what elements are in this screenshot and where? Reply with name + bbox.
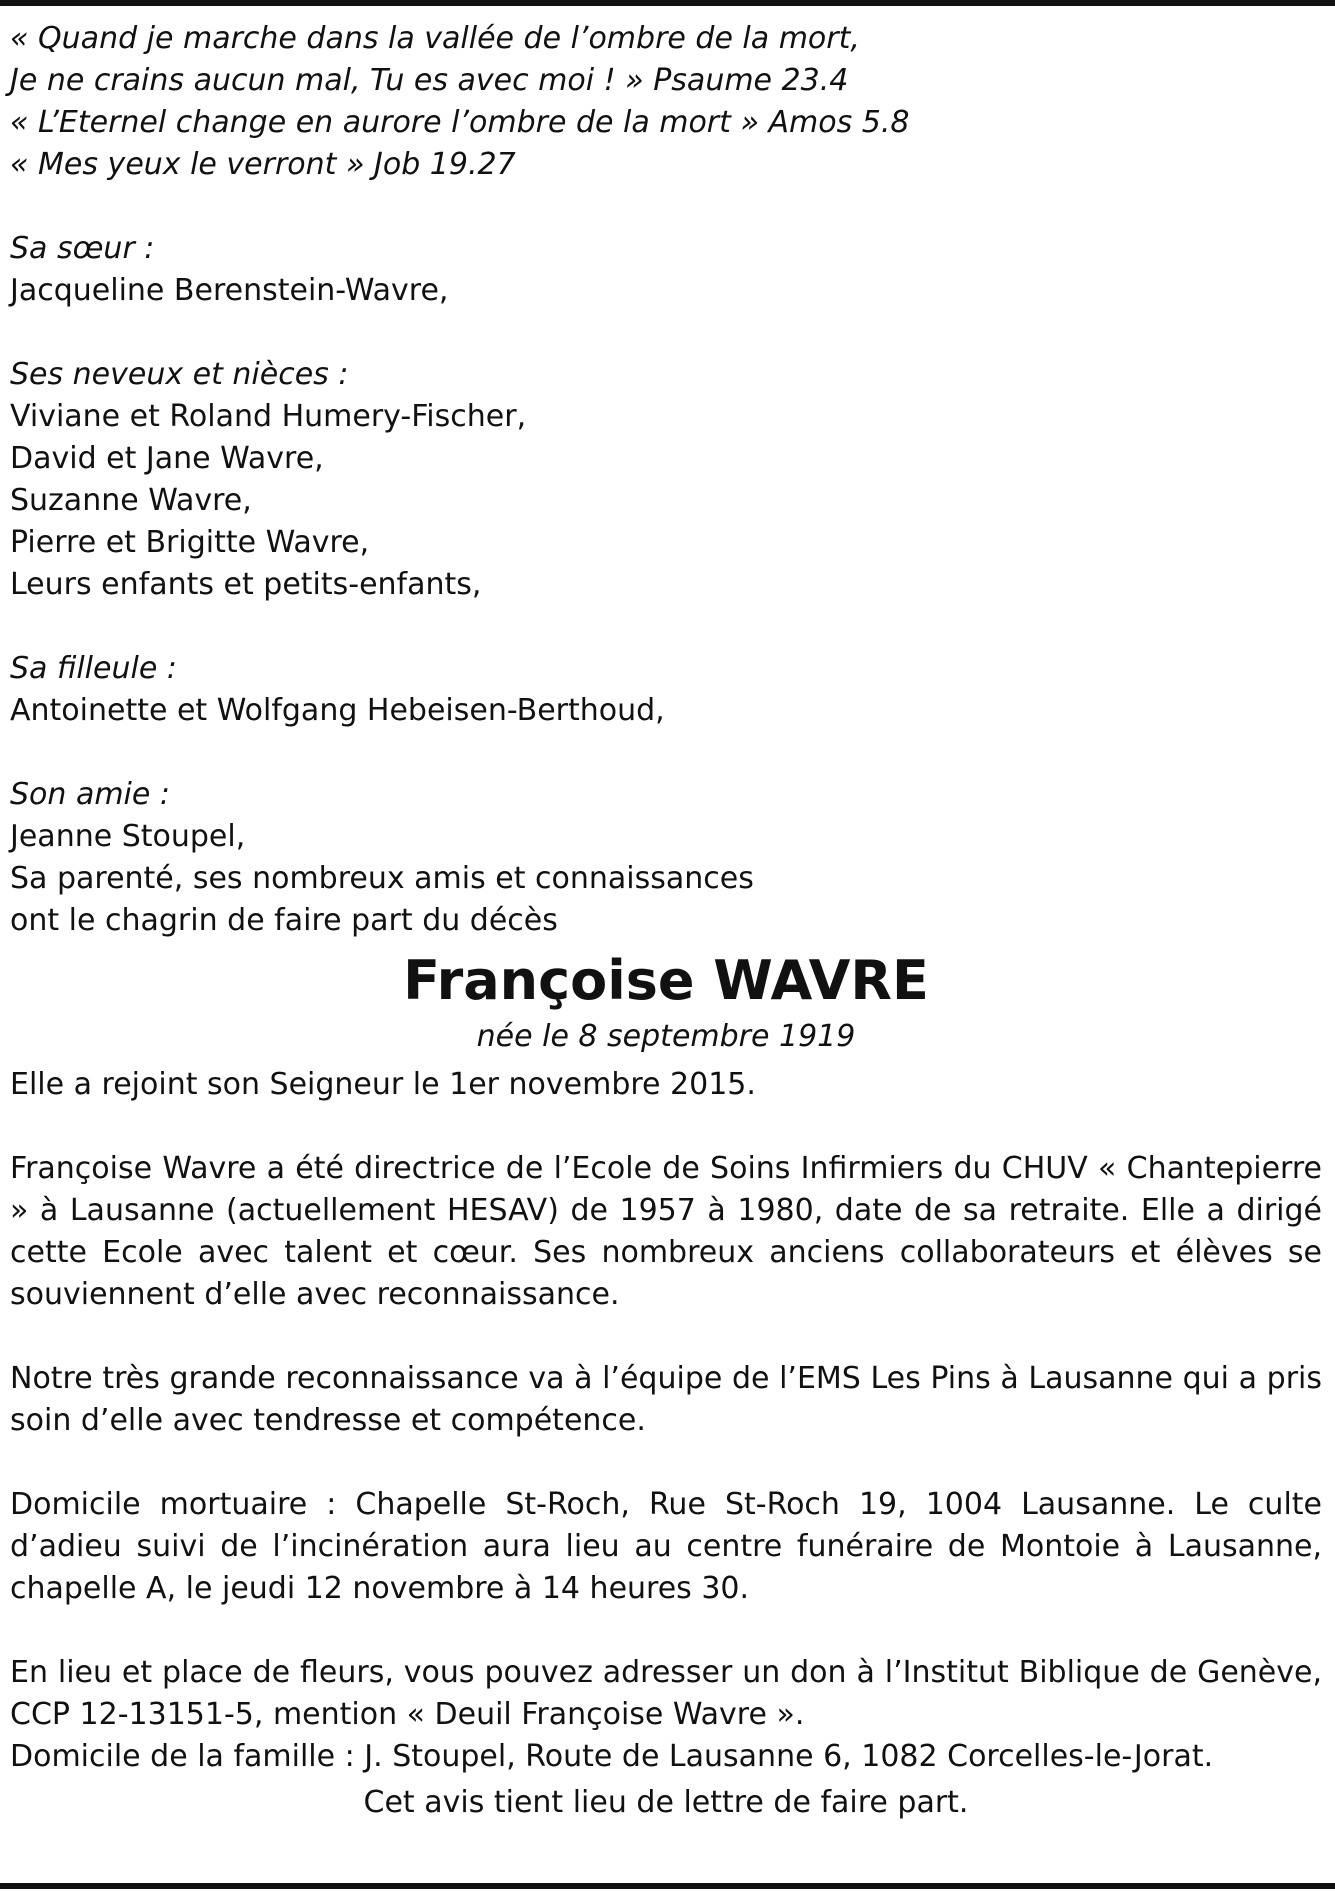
goddaughter-name: Antoinette et Wolfgang Hebeisen-Berthoud, [10,693,665,728]
friend-line: Sa parenté, ses nombreux amis et connaissances [10,861,754,896]
bottom-rule [0,1883,1335,1889]
donation-paragraph: En lieu et place de fleurs, vous pouvez adresser un don à l’Institut Biblique de Genève, CCP 12-13151-5, mention « Deuil Françoise Wavre ». [10,1655,1322,1732]
quote-line: « L’Eternel change en aurore l’ombre de la mort » Amos 5.8 [10,105,910,140]
nephew-line: Suzanne Wavre, [10,483,252,518]
friend-label: Son amie : [10,777,170,812]
family-home-line: Domicile de la famille : J. Stoupel, Route de Lausanne 6, 1082 Corcelles-le-Jorat. [10,1739,1214,1774]
quote-line: « Mes yeux le verront » Job 19.27 [10,147,516,182]
deceased-name: Françoise WAVRE [403,949,929,1012]
nephew-line: Leurs enfants et petits-enfants, [10,567,482,602]
quote-line: Je ne crains aucun mal, Tu es avec moi ! » Psaume 23.4 [10,63,849,98]
friend-line: Jeanne Stoupel, [10,819,246,854]
nephew-line: David et Jane Wavre, [10,441,324,476]
goddaughter-label: Sa filleule : [10,651,177,686]
bible-quotes [10,18,1322,186]
sister-label: Sa sœur : [10,231,155,266]
nephew-line: Pierre et Brigitte Wavre, [10,525,370,560]
birth-date: née le 8 septembre 1919 [476,1019,856,1054]
closing-note: Cet avis tient lieu de lettre de faire part. [363,1785,969,1820]
obituary-notice [10,18,1322,1824]
nephew-line: Viviane et Roland Humery-Fischer, [10,399,527,434]
quote-line: « Quand je marche dans la vallée de l’ombre de la mort, [10,21,860,56]
nephews-label: Ses neveux et nièces : [10,357,349,392]
career-paragraph: Françoise Wavre a été directrice de l’Ecole de Soins Infirmiers du CHUV « Chantepierre » à Lausanne (actuellement HESAV) de 1957 à 1980, date de sa retraite. Elle a dirigé cette Ecole avec talent et cœur. Ses nombreux anciens collaborateurs et élèves se souviennent d’elle avec reconnaissance. [10,1151,1322,1312]
thanks-paragraph: Notre très grande reconnaissance va à l’équipe de l’EMS Les Pins à Lausanne qui a pris soin d’elle avec tendresse et compétence. [10,1361,1322,1438]
top-rule [0,0,1335,6]
ceremony-paragraph: Domicile mortuaire : Chapelle St-Roch, Rue St-Roch 19, 1004 Lausanne. Le culte d’adieu suivi de l’incinération aura lieu au centre funéraire de Montoie à Lausanne, chapelle A, le jeudi 12 novembre à 14 heures 30. [10,1487,1322,1606]
sister-name: Jacqueline Berenstein-Wavre, [10,273,449,308]
death-date: Elle a rejoint son Seigneur le 1er novembre 2015. [10,1067,756,1102]
friend-line: ont le chagrin de faire part du décès [10,903,558,938]
